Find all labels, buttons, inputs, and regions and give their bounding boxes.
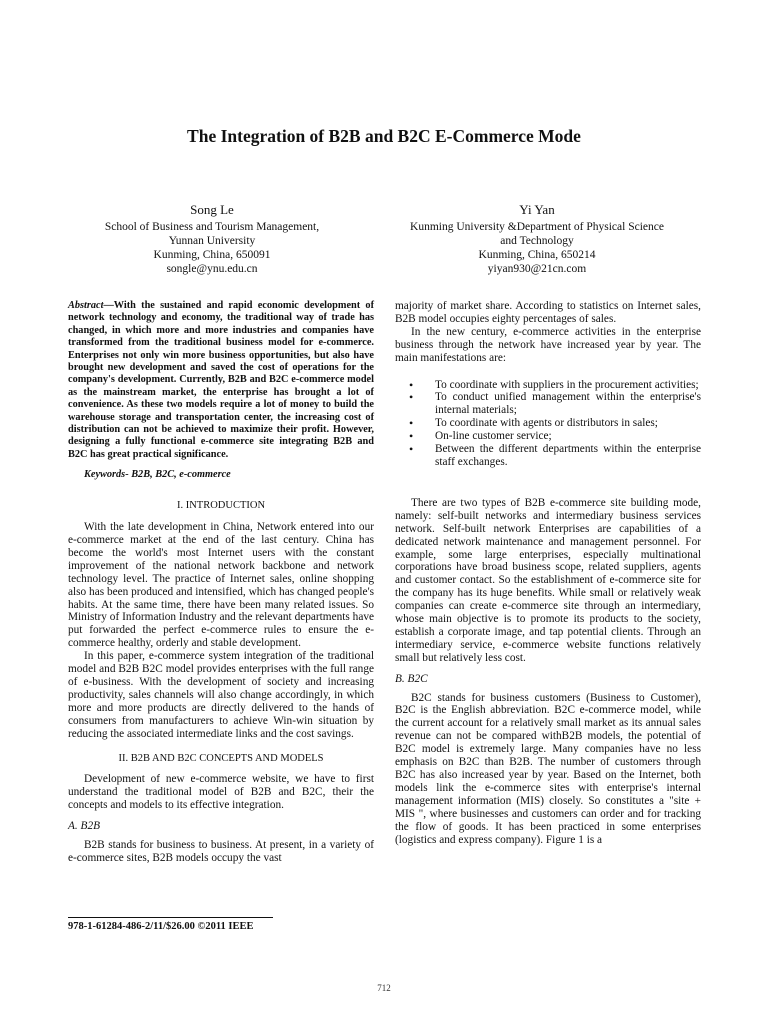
paragraph: In the new century, e-commerce activities in the enterprise business through the network have increased year by year. The main manifestations are:: [395, 325, 701, 364]
author-affiliation: Yunnan University: [168, 235, 256, 247]
footnote-divider: [68, 917, 273, 918]
paper-title: The Integration of B2B and B2C E-Commerce Mode: [187, 126, 581, 146]
list-item: • On-line customer service;: [395, 430, 701, 443]
author-address: Kunming, China, 650214: [478, 249, 596, 261]
section-heading-introduction: I. INTRODUCTION: [176, 500, 266, 512]
paragraph: With the late development in China, Network entered into our e-commerce market at the end of the last century. China has become the world's most Internet users with the constant improvement of the national network backbone and network technology level. The practice of Internet sales, online shopping also has been produced and intensified, which has changed people's habits. At the same time, there have been many related issues. So Ministry of Information Industry and the relevant departments have put forwarded the perfect e-commerce rules to ensure the e-commerce healthy, orderly and stable development.: [68, 521, 374, 650]
paragraph: B2B stands for business to business. At present, in a variety of e-commerce sites, B2B models occupy the vast: [68, 839, 374, 864]
list-item: • Between the different departments within the enterprise staff exchanges.: [395, 443, 701, 469]
list-item: • To coordinate with suppliers in the procurement activities;: [395, 379, 701, 392]
abstract-text: —With the sustained and rapid economic development of network technology and economy, the traditional way of trade has changed, in which more and more industries and companies have transformed from the traditional business model for e-commerce. Enterprises not only win more business opportunities, but also have brought new development and saved the cost of operations for the company's development. Currently, B2B and B2C e-commerce model as the mainstream market, the enterprise has brought a lot of convenience. As these two models require a lot of money to build the warehouse storage and transportation center, the increasing cost of distribution can not be achieved to maximize their profit. However, designing a fully functional e-commerce site integrating B2B and B2C has great practical significance.: [68, 300, 374, 460]
list-item: • To conduct unified management within the enterprise's internal materials;: [395, 391, 701, 417]
author-name: Song Le: [190, 202, 234, 217]
paragraph: B2C stands for business customers (Business to Customer), B2C is the English abbreviation. B2C e-commerce model, while the current account for a relatively small market as its annual sales revenue can not be compared withB2B models, the potential of B2C model is extremely large. Many companies have no less emphasis on B2C than B2B. The number of customers through B2C has also increased year by year. Based on the Internet, both models link the e-commerce sites with enterprise's internal management information (MIS) closely. So constitutes a "site + MIS ", where businesses and customers can order and for tracking the flow of goods. It has been practiced in some enterprises (logistics and express company). Figure 1 is a: [395, 691, 701, 846]
author-affiliation: School of Business and Tourism Management,: [104, 221, 320, 233]
author-name: Yi Yan: [519, 202, 555, 217]
bullet-list: [395, 379, 701, 469]
subsection-heading-b2c: B. B2C: [395, 672, 428, 685]
left-column: [68, 300, 374, 865]
author-block-2: [393, 203, 681, 276]
paragraph: majority of market share. According to statistics on Internet sales, B2B model occupies eighty percentages of sales.: [395, 300, 701, 325]
author-affiliation: and Technology: [500, 235, 574, 247]
abstract-label: Abstract: [68, 300, 104, 311]
copyright-footnote: 978-1-61284-486-2/11/$26.00 ©2011 IEEE: [68, 921, 254, 932]
paragraph: In this paper, e-commerce system integration of the traditional model and B2B B2C model provides enterprises with the full range of e-business. With the development of society and increasing productivity, sales channels will also change accordingly, in which more and more products are directly delivered to the hands of consumers from manufacturers to achieve Win-win situation by reducing the associated intermediate links and the cost savings.: [68, 650, 374, 740]
subsection-heading-b2b: A. B2B: [68, 820, 100, 833]
author-email: yiyan930@21cn.com: [487, 263, 587, 275]
list-item: • To coordinate with agents or distributors in sales;: [395, 417, 701, 430]
page-number: 712: [377, 983, 391, 993]
paragraph: Development of new e-commerce website, we have to first understand the traditional model of B2B and B2C, their the concepts and models to its effective integration.: [68, 773, 374, 812]
paragraph: There are two types of B2B e-commerce site building mode, namely: self-built networks and intermediary business services network. Self-built network Enterprises are capabilities of a dedicated network maintenance and management personnel. For example, some large enterprises, especially multinational corporations have broad business scope, related suppliers, agents and customer contact. So the establishment of e-commerce site for the company has its huge benefits. While small or relatively weak companies can create e-commerce site through an intermediary, whose main objective is to promote its products to the society, establish a corporate image, and tap potential clients. Through an intermediary service, e-commerce website functions relatively small but relatively less cost.: [395, 496, 701, 664]
author-email: songle@ynu.edu.cn: [166, 263, 258, 275]
abstract: [68, 300, 374, 461]
right-column: [395, 300, 701, 846]
author-affiliation: Kunming University &Department of Physical Science: [410, 221, 664, 233]
section-heading-concepts: II. B2B AND B2C CONCEPTS AND MODELS: [118, 752, 324, 764]
author-block-1: [68, 203, 356, 276]
keywords: Keywords- B2B, B2C, e-commerce: [84, 469, 231, 481]
author-address: Kunming, China, 650091: [153, 249, 271, 261]
